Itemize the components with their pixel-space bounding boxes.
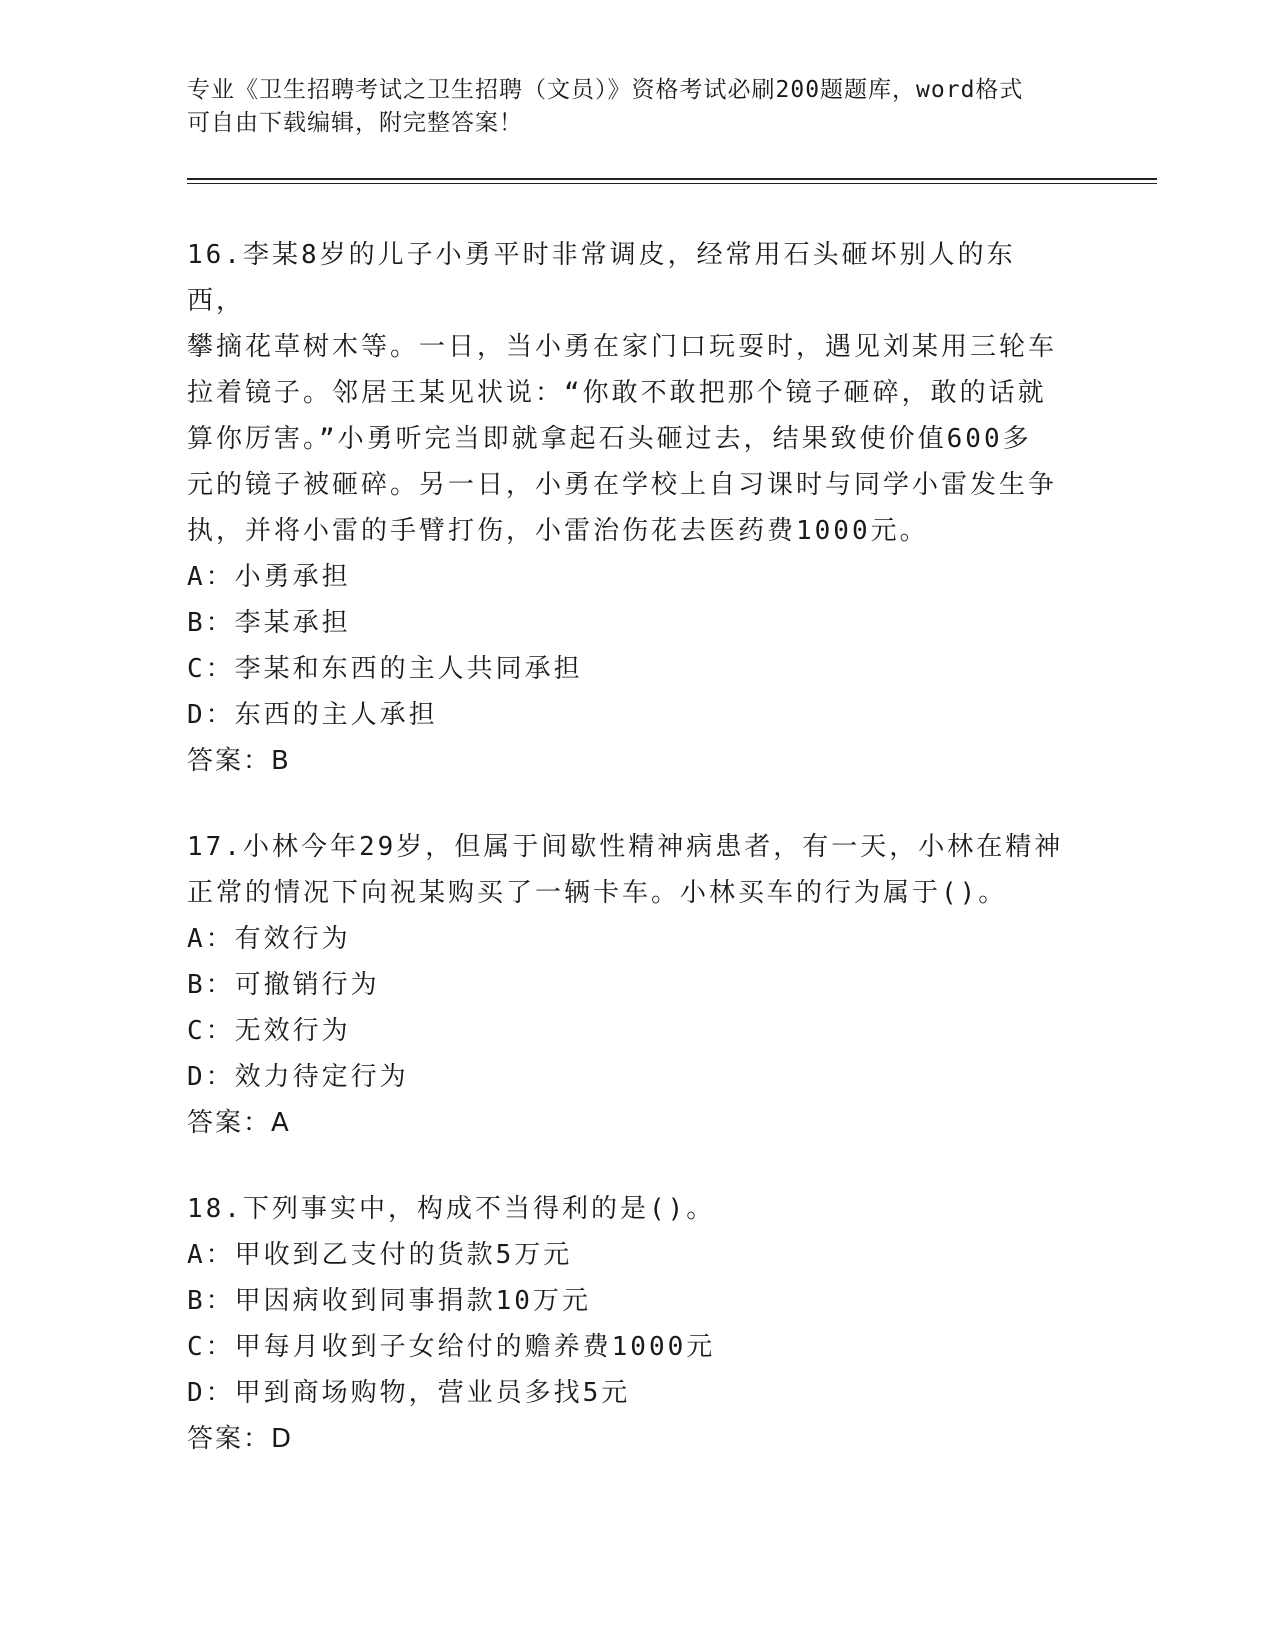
option-c: C：无效行为 [187, 1016, 351, 1046]
option-a: A：甲收到乙支付的货款5万元 [187, 1240, 573, 1270]
answer-label: 答案：B [187, 746, 291, 776]
option-d: D：东西的主人承担 [187, 700, 438, 730]
header-divider-thin [187, 183, 1157, 184]
question-stem-line: 算你厉害。”小勇听完当即就拿起石头砸过去，结果致使价值600多 [187, 424, 1032, 454]
option-d: D：效力待定行为 [187, 1062, 409, 1092]
option-a: A：有效行为 [187, 924, 351, 954]
question-stem-line: 元的镜子被砸碎。另一日，小勇在学校上自习课时与同学小雷发生争 [187, 470, 1058, 500]
option-a: A：小勇承担 [187, 562, 351, 592]
question-stem-line: 拉着镜子。邻居王某见状说：“你敢不敢把那个镜子砸碎，敢的话就 [187, 378, 1047, 408]
answer-label: 答案：A [187, 1108, 291, 1138]
option-d: D：甲到商场购物，营业员多找5元 [187, 1378, 631, 1408]
option-c: C：李某和东西的主人共同承担 [187, 654, 583, 684]
option-b: B：李某承担 [187, 608, 351, 638]
question-stem-line: 18.下列事实中，构成不当得利的是()。 [187, 1194, 716, 1224]
option-c: C：甲每月收到子女给付的赡养费1000元 [187, 1332, 716, 1362]
question-stem-line: 攀摘花草树木等。一日，当小勇在家门口玩耍时，遇见刘某用三轮车 [187, 332, 1058, 362]
question-17 [187, 824, 1067, 1146]
document-header [187, 74, 1067, 140]
question-list [187, 232, 1067, 1502]
question-stem-line: 正常的情况下向祝某购买了一辆卡车。小林买车的行为属于()。 [187, 878, 1008, 908]
question-stem-line: 16.李某8岁的儿子小勇平时非常调皮，经常用石头砸坏别人的东西， [187, 240, 1016, 316]
question-stem-line: 执，并将小雷的手臂打伤，小雷治伤花去医药费1000元。 [187, 516, 929, 546]
option-b: B：甲因病收到同事捐款10万元 [187, 1286, 591, 1316]
header-divider-thick [187, 178, 1157, 180]
question-16 [187, 232, 1067, 784]
header-line-1: 专业《卫生招聘考试之卫生招聘（文员）》资格考试必刷200题题库，word格式 [187, 77, 1024, 103]
question-stem-line: 17.小林今年29岁，但属于间歇性精神病患者，有一天，小林在精神 [187, 832, 1064, 862]
option-b: B：可撤销行为 [187, 970, 380, 1000]
answer-label: 答案：D [187, 1424, 294, 1454]
question-18 [187, 1186, 1067, 1462]
header-line-2: 可自由下载编辑，附完整答案！ [187, 110, 523, 136]
